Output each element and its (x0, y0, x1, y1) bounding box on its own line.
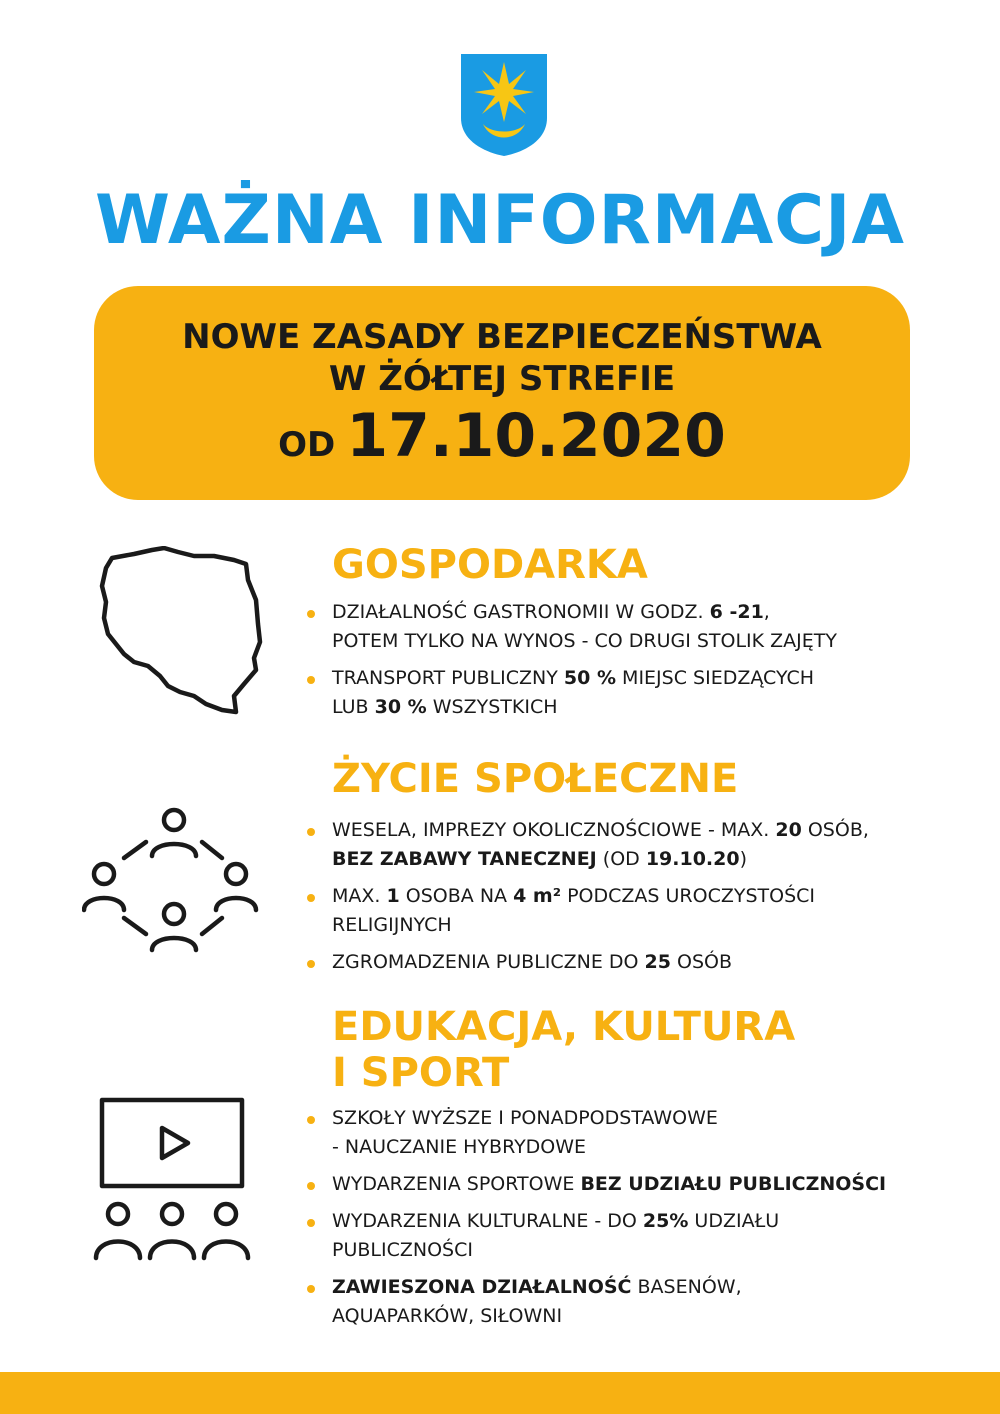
item-text: WYDARZENIA SPORTOWE (332, 1173, 581, 1195)
list-edukacja (300, 1104, 970, 1339)
item-text: MAX. (332, 885, 387, 907)
section-title-edukacja (332, 1004, 795, 1096)
section-title-gospodarka: GOSPODARKA (332, 542, 648, 588)
list-item (300, 816, 970, 874)
banner-date-line (94, 400, 910, 487)
section-title-zycie-spoleczne: ŻYCIE SPOŁECZNE (332, 756, 739, 802)
bullet-dot (307, 894, 315, 902)
headline-banner (94, 286, 910, 500)
item-text-bold: 1 (386, 885, 400, 907)
bullet-dot (307, 676, 315, 684)
item-text: OSÓB (671, 951, 733, 973)
item-text: (OD (596, 848, 646, 870)
item-text: UDZIAŁU (688, 1210, 780, 1232)
item-text: OSOBA NA (399, 885, 514, 907)
bullet-dot (307, 828, 315, 836)
item-text: MIEJSC SIEDZĄCYCH (616, 667, 815, 689)
item-text: OSÓB, (801, 819, 869, 841)
item-text-bold: 50 % (563, 667, 617, 689)
item-text-bold: 19.10.20 (645, 848, 740, 870)
item-text-bold: 30 % (374, 696, 427, 718)
bullet-dot (307, 1285, 315, 1293)
item-text-bold: 6 -21 (709, 601, 764, 623)
item-text-bold: 20 (775, 819, 802, 841)
list-item (300, 1104, 970, 1162)
item-text: WSZYSTKICH (426, 696, 558, 718)
item-text-bold: BEZ UDZIAŁU PUBLICZNOŚCI (580, 1173, 887, 1195)
item-text-bold: ZAWIESZONA DZIAŁALNOŚĆ (332, 1276, 632, 1298)
bullet-dot (307, 610, 315, 618)
list-item (300, 1273, 970, 1331)
item-text: - NAUCZANIE HYBRYDOWE (332, 1136, 587, 1158)
item-text: LUB (332, 696, 375, 718)
item-text: BASENÓW, (631, 1276, 742, 1298)
coat-of-arms-icon (459, 52, 549, 158)
section-title-edukacja-line-1: EDUKACJA, KULTURA (332, 1004, 796, 1050)
item-text: WESELA, IMPREZY OKOLICZNOŚCIOWE - MAX. (332, 819, 776, 841)
poland-map-icon (94, 546, 264, 718)
bullet-dot (307, 960, 315, 968)
item-text: PODCZAS UROCZYSTOŚCI (561, 885, 816, 907)
banner-line-1: NOWE ZASADY BEZPIECZEŃSTWA (182, 317, 822, 357)
item-text-bold: 25 (644, 951, 671, 973)
bullet-dot (307, 1219, 315, 1227)
banner-od: OD (278, 425, 336, 465)
list-item (300, 1170, 970, 1199)
item-text: ) (739, 848, 748, 870)
video-audience-icon (82, 1096, 262, 1268)
item-text: PUBLICZNOŚCI (332, 1239, 473, 1261)
item-text: RELIGIJNYCH (332, 914, 452, 936)
item-text-bold: BEZ ZABAWY TANECZNEJ (332, 848, 597, 870)
list-gospodarka (300, 598, 970, 730)
main-title: WAŻNA INFORMACJA (94, 181, 906, 260)
banner-date: 17.10.2020 (346, 401, 726, 471)
list-item (300, 948, 970, 977)
list-zycie-spoleczne (300, 816, 970, 985)
footer-bar (0, 1372, 1000, 1414)
item-text: TRANSPORT PUBLICZNY (332, 667, 564, 689)
section-title-edukacja-line-2: I SPORT (332, 1050, 510, 1096)
item-text: AQUAPARKÓW, SIŁOWNI (332, 1305, 563, 1327)
item-text: SZKOŁY WYŻSZE I PONADPODSTAWOWE (332, 1107, 718, 1129)
item-text: DZIAŁALNOŚĆ GASTRONOMII W GODZ. (332, 601, 710, 623)
banner-line-2: W ŻÓŁTEJ STREFIE (328, 359, 676, 399)
list-item (300, 1207, 970, 1265)
list-item (300, 882, 970, 940)
bullet-dot (307, 1116, 315, 1124)
people-group-icon (82, 806, 262, 956)
list-item (300, 598, 970, 656)
item-text-bold: 25% (642, 1210, 689, 1232)
item-text: , (763, 601, 770, 623)
list-item (300, 664, 970, 722)
item-text: ZGROMADZENIA PUBLICZNE DO (332, 951, 645, 973)
item-text: WYDARZENIA KULTURALNE - DO (332, 1210, 643, 1232)
bullet-dot (307, 1182, 315, 1190)
item-text-bold: 4 m² (513, 885, 562, 907)
item-text: POTEM TYLKO NA WYNOS - CO DRUGI STOLIK ZAJĘTY (332, 630, 837, 652)
